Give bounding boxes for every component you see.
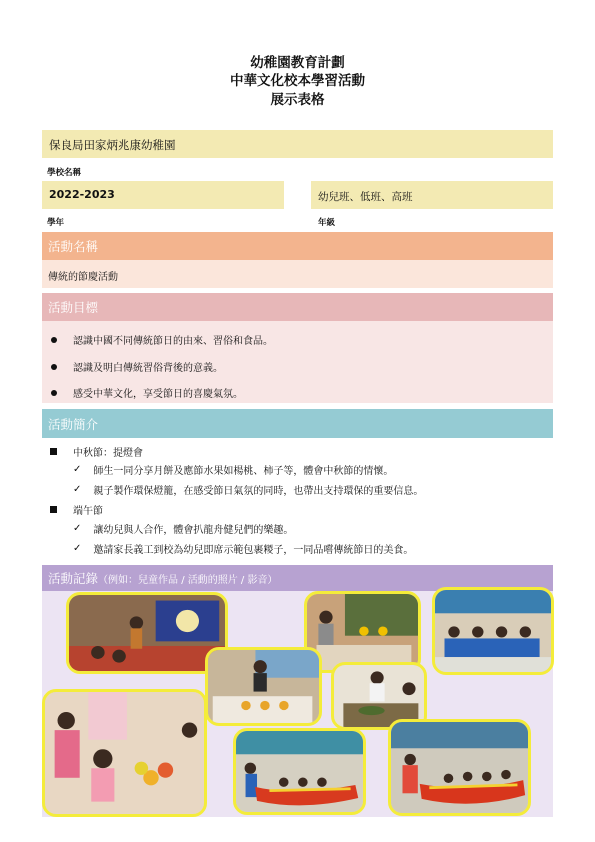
- school-name-label: 學校名稱: [47, 168, 82, 178]
- objective-item: 認識中國不同傳統節日的由來、習俗和食品。: [48, 332, 273, 347]
- plan-title: 幼稚園教育計劃: [250, 55, 345, 71]
- activity-name-header: 活動名稱: [42, 232, 553, 260]
- festival-point: ✓ 親子製作環保燈籠，在感受節日氣氛的同時，也帶出支持環保的重要信息。: [73, 484, 424, 497]
- activity-title: 中華文化校本學習活動: [230, 73, 365, 89]
- festival-point: ✓ 讓幼兒與人合作，體會扒龍舟健兒們的樂趣。: [73, 523, 294, 536]
- check-icon: ✓: [73, 523, 82, 534]
- photo-dragon-boat-2: [388, 719, 531, 816]
- festival-point: ✓ 邀請家長義工到校為幼兒即席示範包裹糉子，一同品嚐傳統節日的美食。: [73, 543, 414, 556]
- year-label: 學年: [47, 218, 65, 228]
- festival-item: 中秋節：提燈會: [47, 444, 143, 459]
- check-icon: ✓: [73, 543, 82, 554]
- year-value: 2022-2023: [49, 188, 115, 201]
- activity-name-value: 傳統的節慶活動: [48, 272, 118, 283]
- festival-item: 端午節: [47, 502, 103, 517]
- photo-mooncake-tray: [205, 647, 322, 726]
- festival-point: ✓ 師生一同分享月餅及應節水果如楊桃、柿子等，體會中秋節的情懷。: [73, 464, 394, 477]
- objective-item: 感受中華文化，享受節日的喜慶氣氛。: [48, 385, 243, 400]
- intro-header: 活動簡介: [42, 409, 553, 438]
- form-title: 展示表格: [270, 92, 325, 108]
- grade-label: 年級: [318, 218, 336, 228]
- photo-children-lanterns: [432, 587, 554, 675]
- check-icon: ✓: [73, 464, 82, 475]
- objective-item: 認識及明白傳統習俗背後的意義。: [48, 359, 223, 374]
- school-name-value: 保良局田家炳兆康幼稚園: [49, 138, 176, 152]
- objectives-header: 活動目標: [42, 293, 553, 321]
- photo-classroom-screen: [66, 592, 228, 674]
- check-icon: ✓: [73, 484, 82, 495]
- grade-value: 幼兒班、低班、高班: [318, 191, 413, 203]
- photo-dragon-boat-1: [233, 728, 366, 815]
- activity-name-field: [42, 260, 553, 288]
- records-header: 活動記錄 （例如：兒童作品 / 活動的照片 / 影音）: [42, 565, 553, 591]
- photo-fruit-children: [42, 689, 207, 817]
